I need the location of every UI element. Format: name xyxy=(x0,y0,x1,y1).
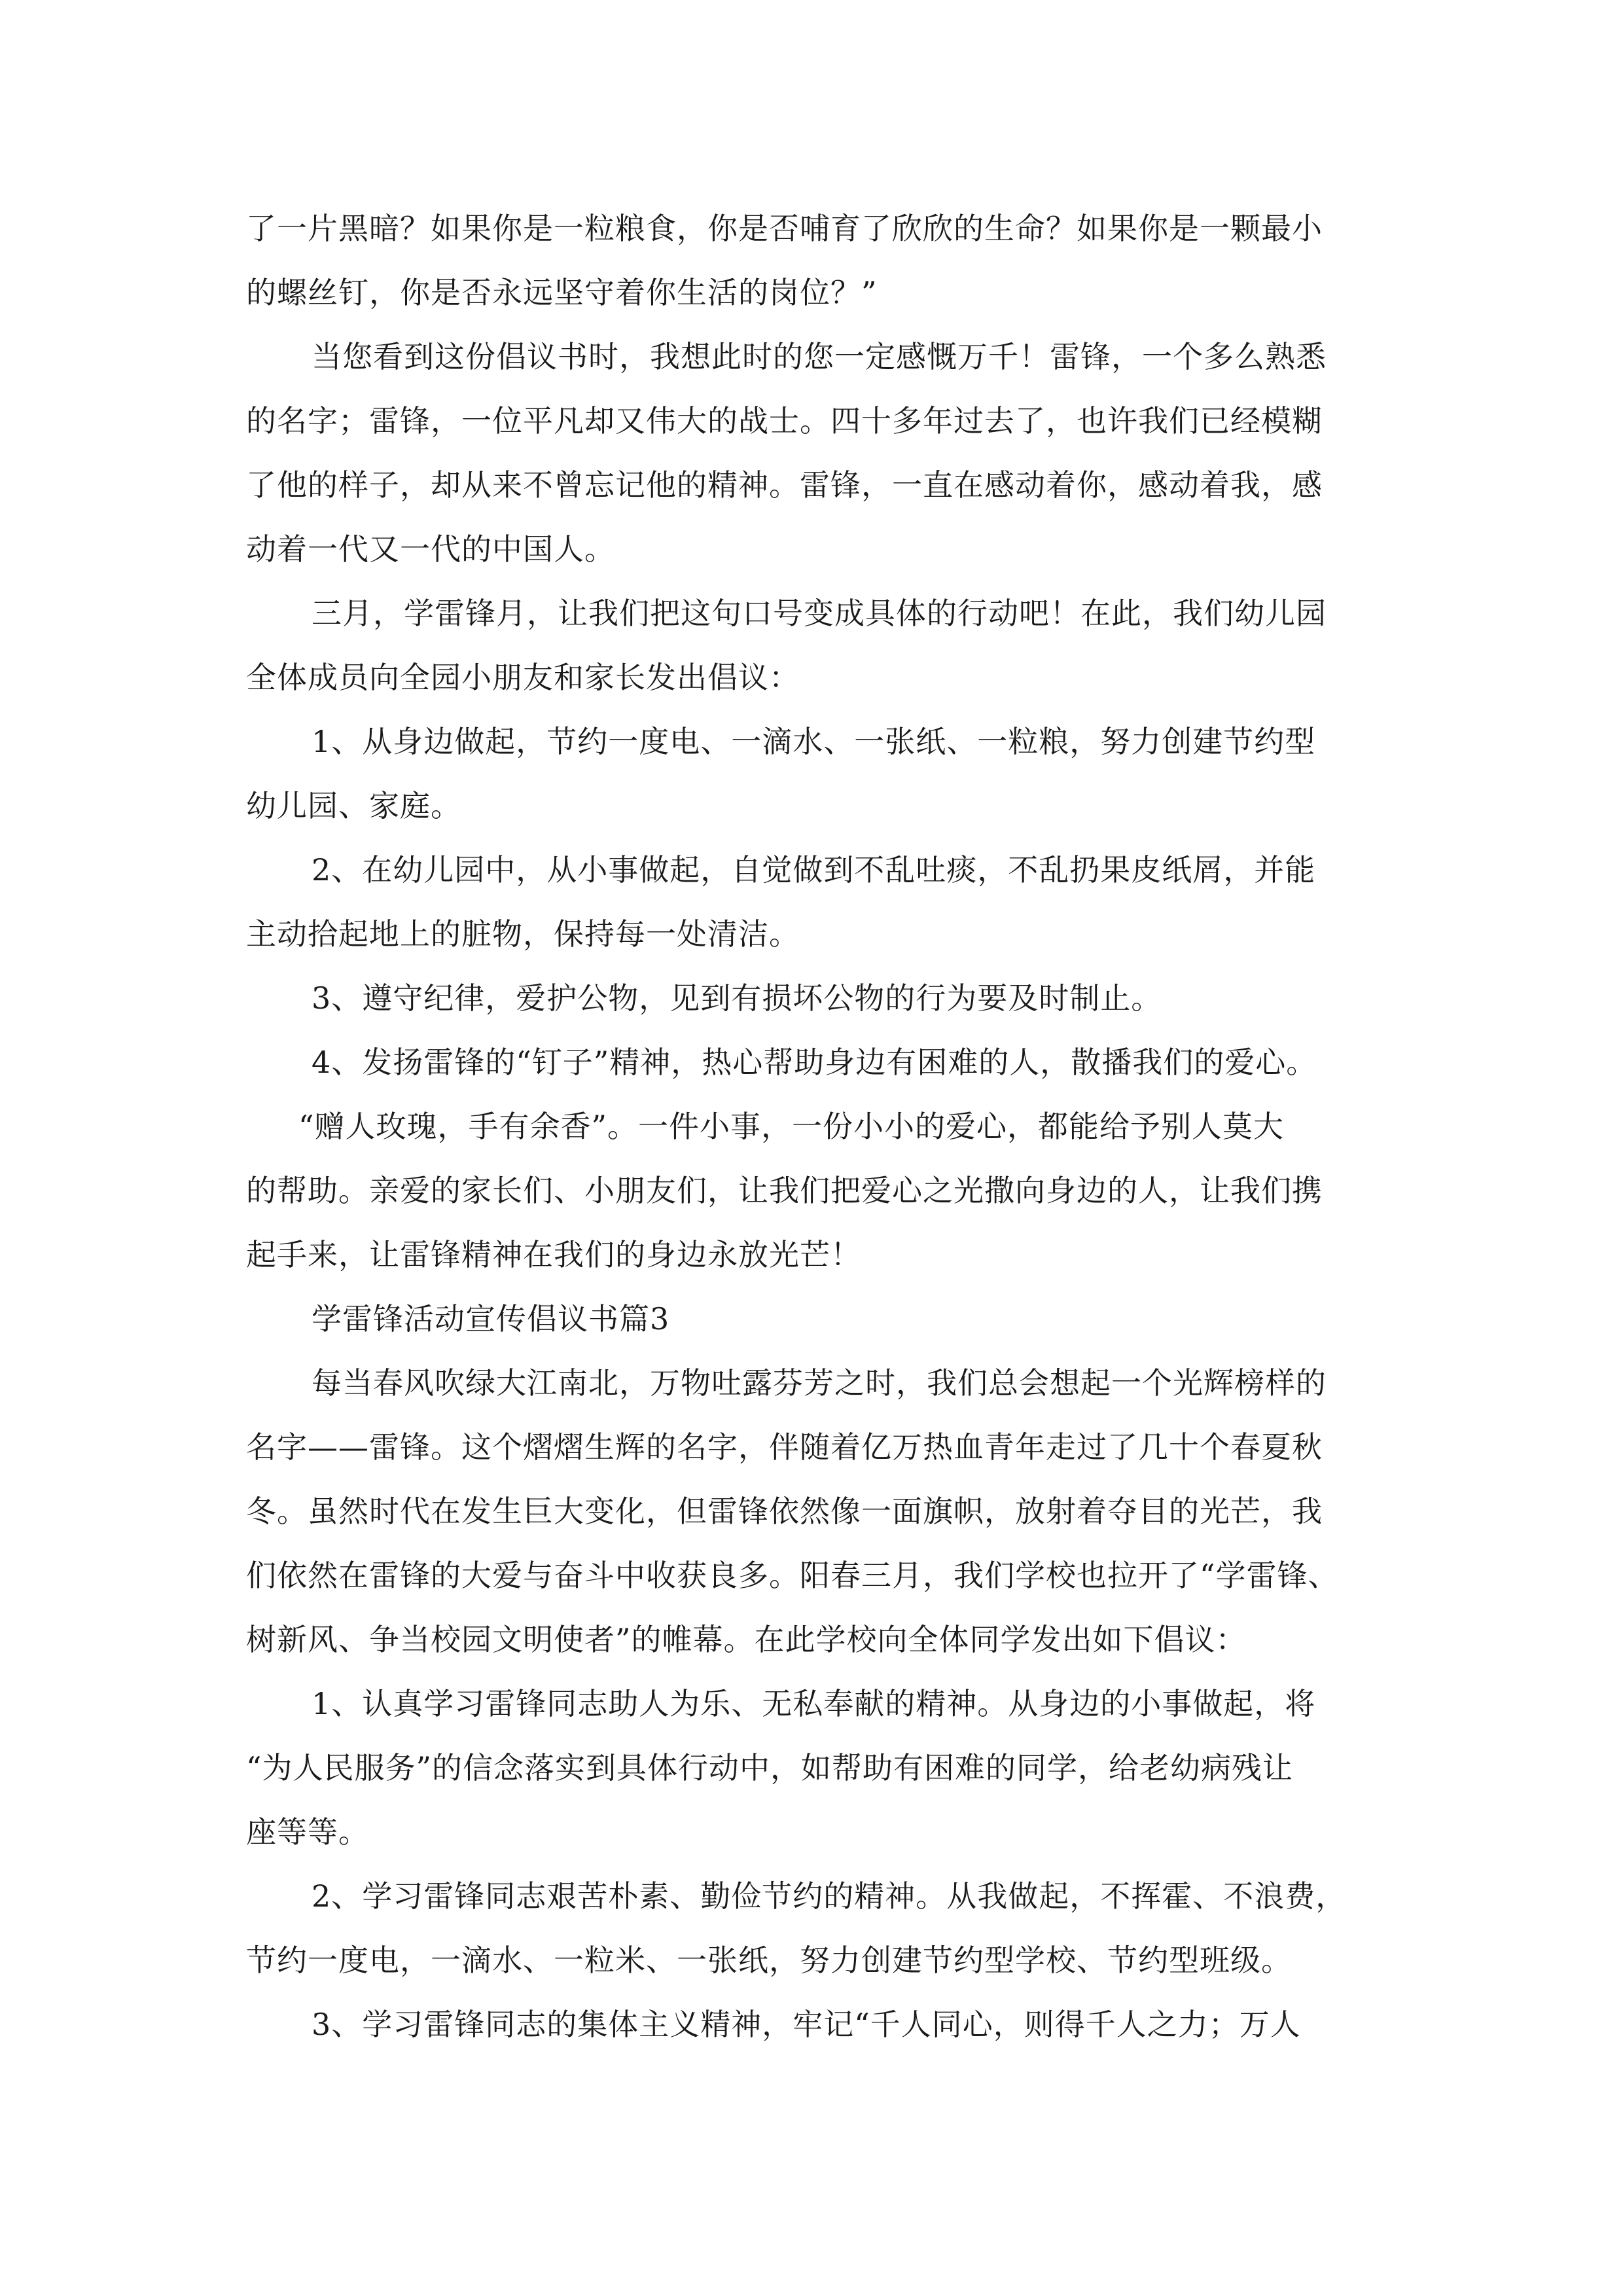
document-body xyxy=(246,196,1385,2056)
text-line: 的名字；雷锋，一位平凡却又伟大的战士。四十多年过去了，也许我们已经模糊 xyxy=(246,403,1323,439)
paragraph-start: 当您看到这份倡议书时，我想此时的您一定感慨万千！雷锋，一个多么熟悉 xyxy=(312,339,1327,374)
text-line: 了他的样子，却从来不曾忘记他的精神。雷锋，一直在感动着你，感动着我，感 xyxy=(246,467,1323,503)
list-item-1: 1、从身边做起，节约一度电、一滴水、一张纸、一粒粮，努力创建节约型 xyxy=(312,724,1316,759)
text-line: 座等等。 xyxy=(246,1814,369,1850)
text-line: 动着一代又一代的中国人。 xyxy=(246,531,615,567)
text-line: 幼儿园、家庭。 xyxy=(246,788,461,823)
text-line: 了一片黑暗？如果你是一粒粮食，你是否哺育了欣欣的生命？如果你是一颗最小 xyxy=(246,211,1323,246)
text-line: 主动拾起地上的脏物，保持每一处清洁。 xyxy=(246,916,800,952)
text-line: 冬。虽然时代在发生巨大变化，但雷锋依然像一面旗帜，放射着夺目的光芒，我 xyxy=(246,1494,1323,1529)
text-line: 的帮助。亲爱的家长们、小朋友们，让我们把爱心之光撒向身边的人，让我们携 xyxy=(246,1173,1323,1208)
text-line: 节约一度电，一滴水、一粒米、一张纸，努力创建节约型学校、节约型班级。 xyxy=(246,1943,1292,1978)
paragraph-start: “赠人玫瑰，手有余香”。一件小事，一份小小的爱心，都能给予别人莫大 xyxy=(298,1109,1285,1144)
text-line: 树新风、争当校园文明使者”的帷幕。在此学校向全体同学发出如下倡议： xyxy=(246,1622,1247,1657)
list-item-1: 1、认真学习雷锋同志助人为乐、无私奉献的精神。从身边的小事做起，将 xyxy=(312,1686,1316,1721)
text-line: 名字——雷锋。这个熠熠生辉的名字，伴随着亿万热血青年走过了几十个春夏秋 xyxy=(246,1429,1323,1465)
list-item-2: 2、在幼儿园中，从小事做起，自觉做到不乱吐痰，不乱扔果皮纸屑，并能 xyxy=(312,852,1316,888)
text-line: 全体成员向全园小朋友和家长发出倡议： xyxy=(246,660,800,695)
text-line: “为人民服务”的信念落实到具体行动中，如帮助有困难的同学，给老幼病残让 xyxy=(246,1750,1294,1785)
list-item-3: 3、学习雷锋同志的集体主义精神，牢记“千人同心，则得千人之力；万人 xyxy=(312,2007,1301,2042)
text-line: 起手来，让雷锋精神在我们的身边永放光芒！ xyxy=(246,1237,861,1272)
list-item-2: 2、学习雷锋同志艰苦朴素、勤俭节约的精神。从我做起，不挥霍、不浪费， xyxy=(312,1878,1347,1914)
list-item-3: 3、遵守纪律，爱护公物，见到有损坏公物的行为要及时制止。 xyxy=(312,980,1162,1016)
section-heading: 学雷锋活动宣传倡议书篇3 xyxy=(312,1301,670,1336)
list-item-4: 4、发扬雷锋的“钉子”精神，热心帮助身边有困难的人，散播我们的爱心。 xyxy=(312,1045,1317,1080)
text-line: 的螺丝钉，你是否永远坚守着你生活的岗位？” xyxy=(246,275,878,310)
text-line: 们依然在雷锋的大爱与奋斗中收获良多。阳春三月，我们学校也拉开了“学雷锋、 xyxy=(246,1558,1339,1593)
paragraph-start: 每当春风吹绿大江南北，万物吐露芬芳之时，我们总会想起一个光辉榜样的 xyxy=(312,1365,1327,1401)
paragraph-start: 三月，学雷锋月，让我们把这句口号变成具体的行动吧！在此，我们幼儿园 xyxy=(312,596,1327,631)
